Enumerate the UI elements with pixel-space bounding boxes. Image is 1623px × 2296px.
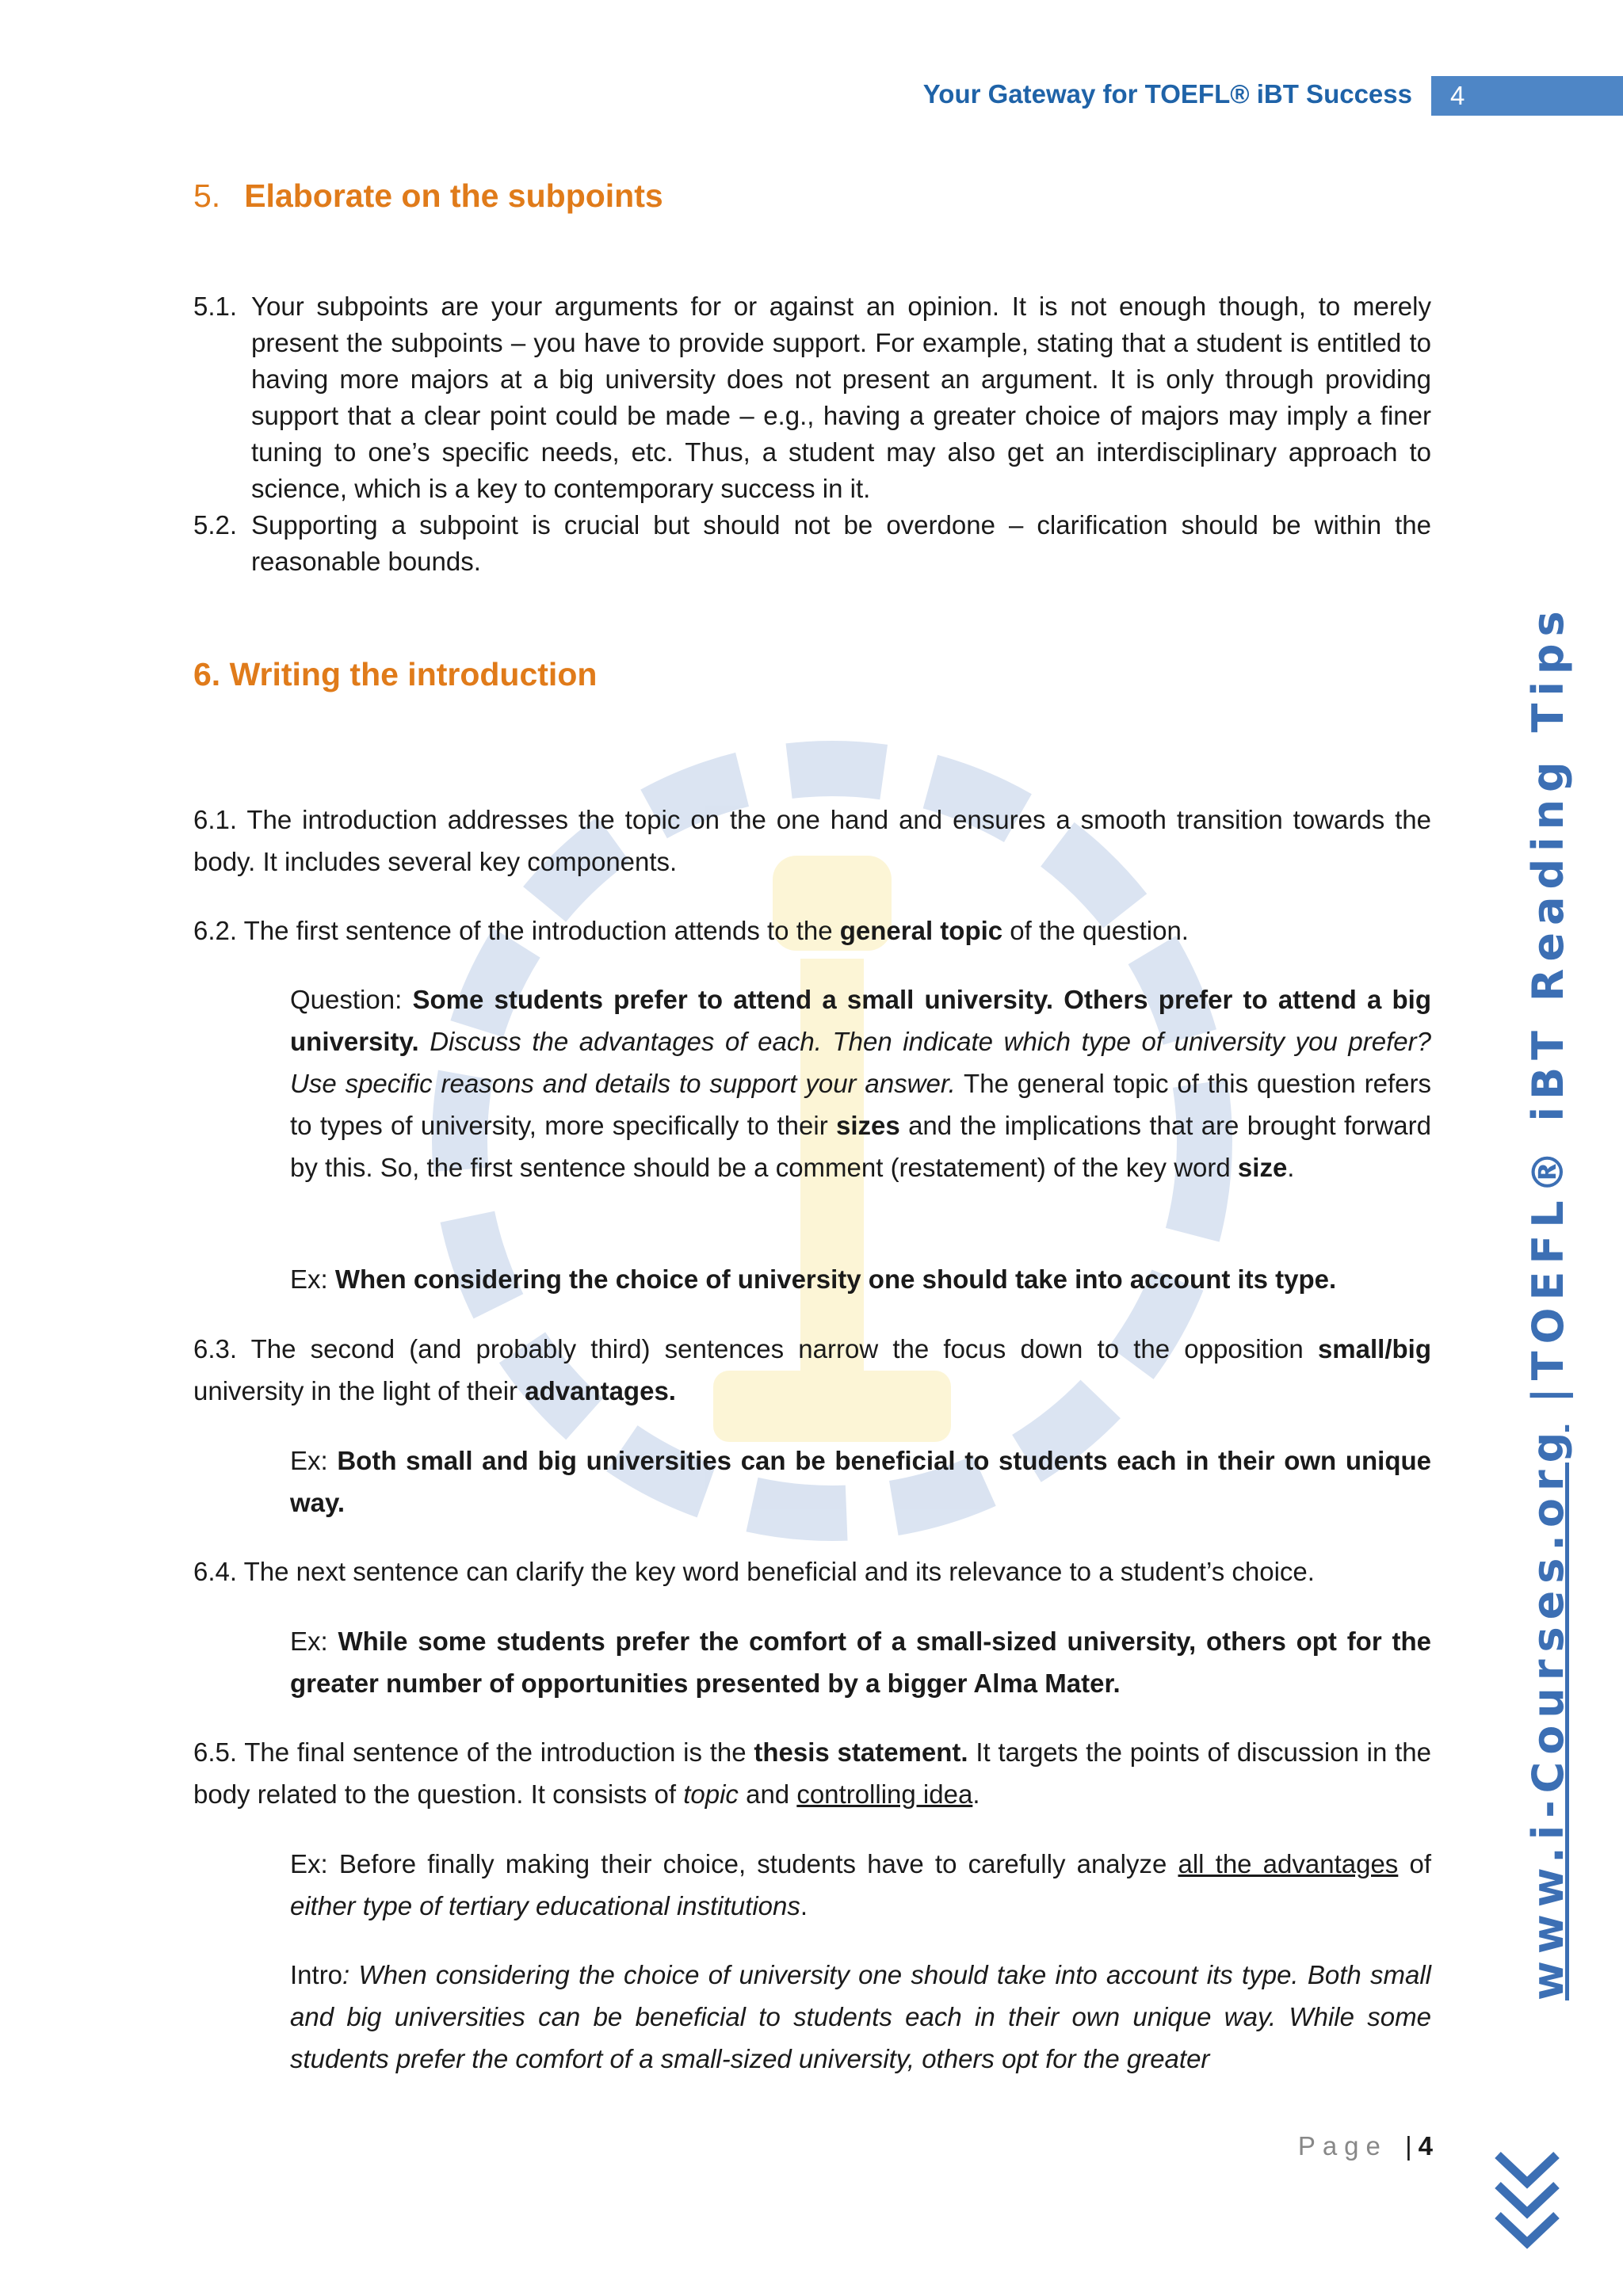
section-5-heading (193, 176, 663, 215)
header-page-tab: 4 (1431, 76, 1623, 116)
example-3: Ex: While some students prefer the comfort of a small-sized university, others opt for the greater number of opportunities presented by a bigger Alma Mater. (290, 1627, 1431, 1698)
list-item-number: 5.2. (193, 510, 238, 540)
paragraph-6-4: 6.4. The next sentence can clarify the key word beneficial and its relevance to a student’s choice. (193, 1557, 1315, 1586)
chevrons-down-icon (1491, 2147, 1563, 2258)
sidebar-vertical-text (1523, 604, 1573, 2000)
sidebar-separator: | (1523, 1380, 1573, 1425)
section-6-heading: 6. Writing the introduction (193, 656, 598, 692)
example-1: Ex: When considering the choice of university one should take into account its type. (290, 1264, 1337, 1294)
page-label: Page (1297, 2131, 1388, 2161)
paragraph-6-3: 6.3. The second (and probably third) sentences narrow the focus down to the opposition small/big university in the light of their advantages. (193, 1334, 1431, 1405)
paragraph-6-1: 6.1. The introduction addresses the topic on the one hand and ensures a smooth transition towards the body. It includes several key components. (193, 805, 1431, 876)
list-item (193, 507, 1431, 580)
section-5-list (193, 288, 1431, 580)
section-5-number: 5. (193, 177, 221, 214)
page-separator: | (1405, 2131, 1412, 2161)
page-footer (1298, 2131, 1433, 2161)
list-item-text: Your subpoints are your arguments for or against an opinion. It is not enough though, to merely present the subpoints – you have to provide support. For example, stating that a student is entitled to having more majors at a big university does not present an argument. It is only through providing support that a clear point could be made – e.g., having a greater choice of majors may imply a finer tuning to one’s specific needs, etc. Thus, a student may also get an interdisciplinary approach to science, which is a key to contemporary success in it. (251, 292, 1431, 503)
sidebar-url-link[interactable]: www.i-Courses.org (1523, 1425, 1573, 2000)
example-4: Ex: Before finally making their choice, students have to carefully analyze all the advantages of either type of tertiary educational institutions. (290, 1849, 1431, 1920)
example-2: Ex: Both small and big universities can be beneficial to students each in their own unique way. (290, 1446, 1431, 1517)
page-number: 4 (1418, 2131, 1433, 2161)
intro-example: Intro: When considering the choice of university one should take into account its type. Both small and big universities can be beneficial to students each in their own unique way. While some students prefer the comfort of a small-sized university, others opt for the greater (290, 1960, 1431, 2073)
header-title: Your Gateway for TOEFL® iBT Success (922, 79, 1412, 109)
question-block: Question: Some students prefer to attend a small university. Others prefer to attend a big university. Discuss the advantages of each. Then indicate which type of university you prefer? Use specific reasons and details to support your answer. The general topic of this question refers to types of university, more specifically to their sizes and the implications that are brought forward by this. So, the first sentence should be a comment (restatement) of the key word size. (290, 985, 1432, 1182)
paragraph-6-2: 6.2. The first sentence of the introduction attends to the general topic of the question. (193, 916, 1189, 945)
sidebar-tagline: TOEFL® iBT Reading Tips (1523, 604, 1573, 1381)
list-item-text: Supporting a subpoint is crucial but should not be overdone – clarification should be within the reasonable bounds. (251, 510, 1431, 576)
section-5-title: Elaborate on the subpoints (244, 177, 663, 214)
list-item (193, 288, 1431, 507)
list-item-number: 5.1. (193, 292, 238, 321)
paragraph-6-5: 6.5. The final sentence of the introduction is the thesis statement. It targets the points of discussion in the body related to the question. It consists of topic and controlling idea. (193, 1737, 1431, 1809)
